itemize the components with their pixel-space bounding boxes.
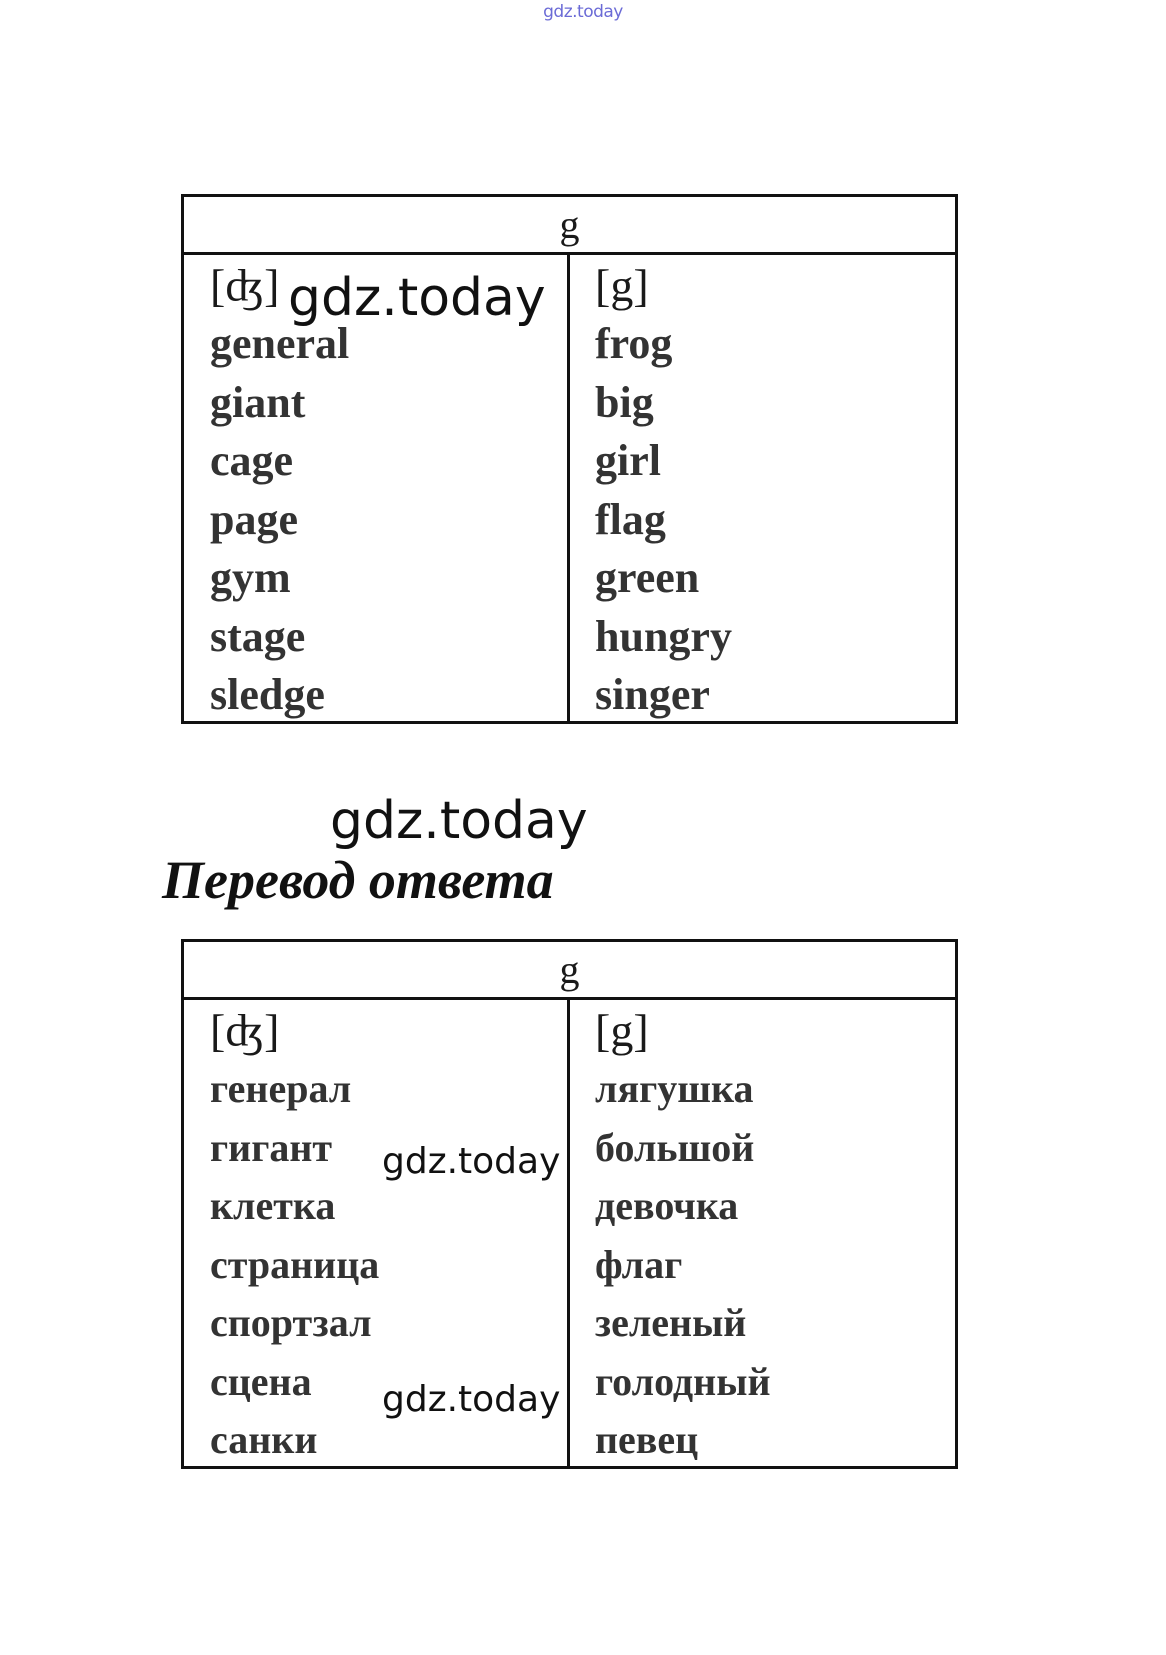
word-item: cage (210, 436, 294, 485)
word-item: sledge (210, 670, 325, 719)
word-item: спортзал (210, 1300, 372, 1345)
watermark-overlay: gdz.today (382, 1379, 561, 1420)
word-item: singer (595, 670, 710, 719)
word-item: страница (210, 1241, 380, 1287)
word-item: гигант (210, 1124, 333, 1170)
word-item: певец (595, 1417, 699, 1462)
column-heading-dzh: [ʤ] (210, 260, 280, 311)
column-heading-g: [g] (595, 260, 649, 311)
word-item: general (210, 319, 350, 368)
table-body (184, 1000, 955, 1466)
word-item: girl (595, 436, 661, 485)
word-item: голодный (595, 1358, 771, 1404)
column-heading-dzh: [ʤ] (210, 1005, 280, 1056)
word-list-g (595, 1060, 955, 1470)
word-item: санки (210, 1417, 318, 1462)
word-item: сцена (210, 1358, 312, 1404)
word-item: клетка (210, 1183, 336, 1228)
word-item: big (595, 377, 654, 427)
watermark-overlay: gdz.today (382, 1141, 561, 1182)
word-item: frog (595, 319, 673, 368)
table-header-letter: g (184, 197, 955, 255)
phonics-table-translation (181, 939, 958, 1469)
word-item: зеленый (595, 1300, 747, 1345)
word-item: giant (210, 377, 306, 427)
table-header-letter: g (184, 942, 955, 1000)
watermark-overlay: gdz.today (288, 268, 546, 328)
word-item: flag (595, 494, 666, 544)
word-item: генерал (210, 1066, 352, 1111)
word-item: gym (210, 553, 291, 602)
word-item: девочка (595, 1183, 739, 1228)
watermark-overlay: gdz.today (330, 791, 588, 851)
column-g-sound (570, 255, 955, 721)
word-item: большой (595, 1124, 755, 1170)
word-item: stage (210, 611, 306, 661)
word-item: green (595, 553, 700, 602)
word-list-dzh (210, 315, 567, 725)
word-item: hungry (595, 611, 732, 661)
word-item: флаг (595, 1241, 683, 1287)
top-watermark: gdz.today (543, 2, 623, 22)
column-heading-g: [g] (595, 1005, 649, 1056)
column-g-sound (570, 1000, 955, 1466)
section-title: Перевод ответа (162, 850, 554, 910)
word-item: лягушка (595, 1066, 754, 1111)
word-list-g (595, 315, 955, 725)
word-item: page (210, 494, 298, 544)
